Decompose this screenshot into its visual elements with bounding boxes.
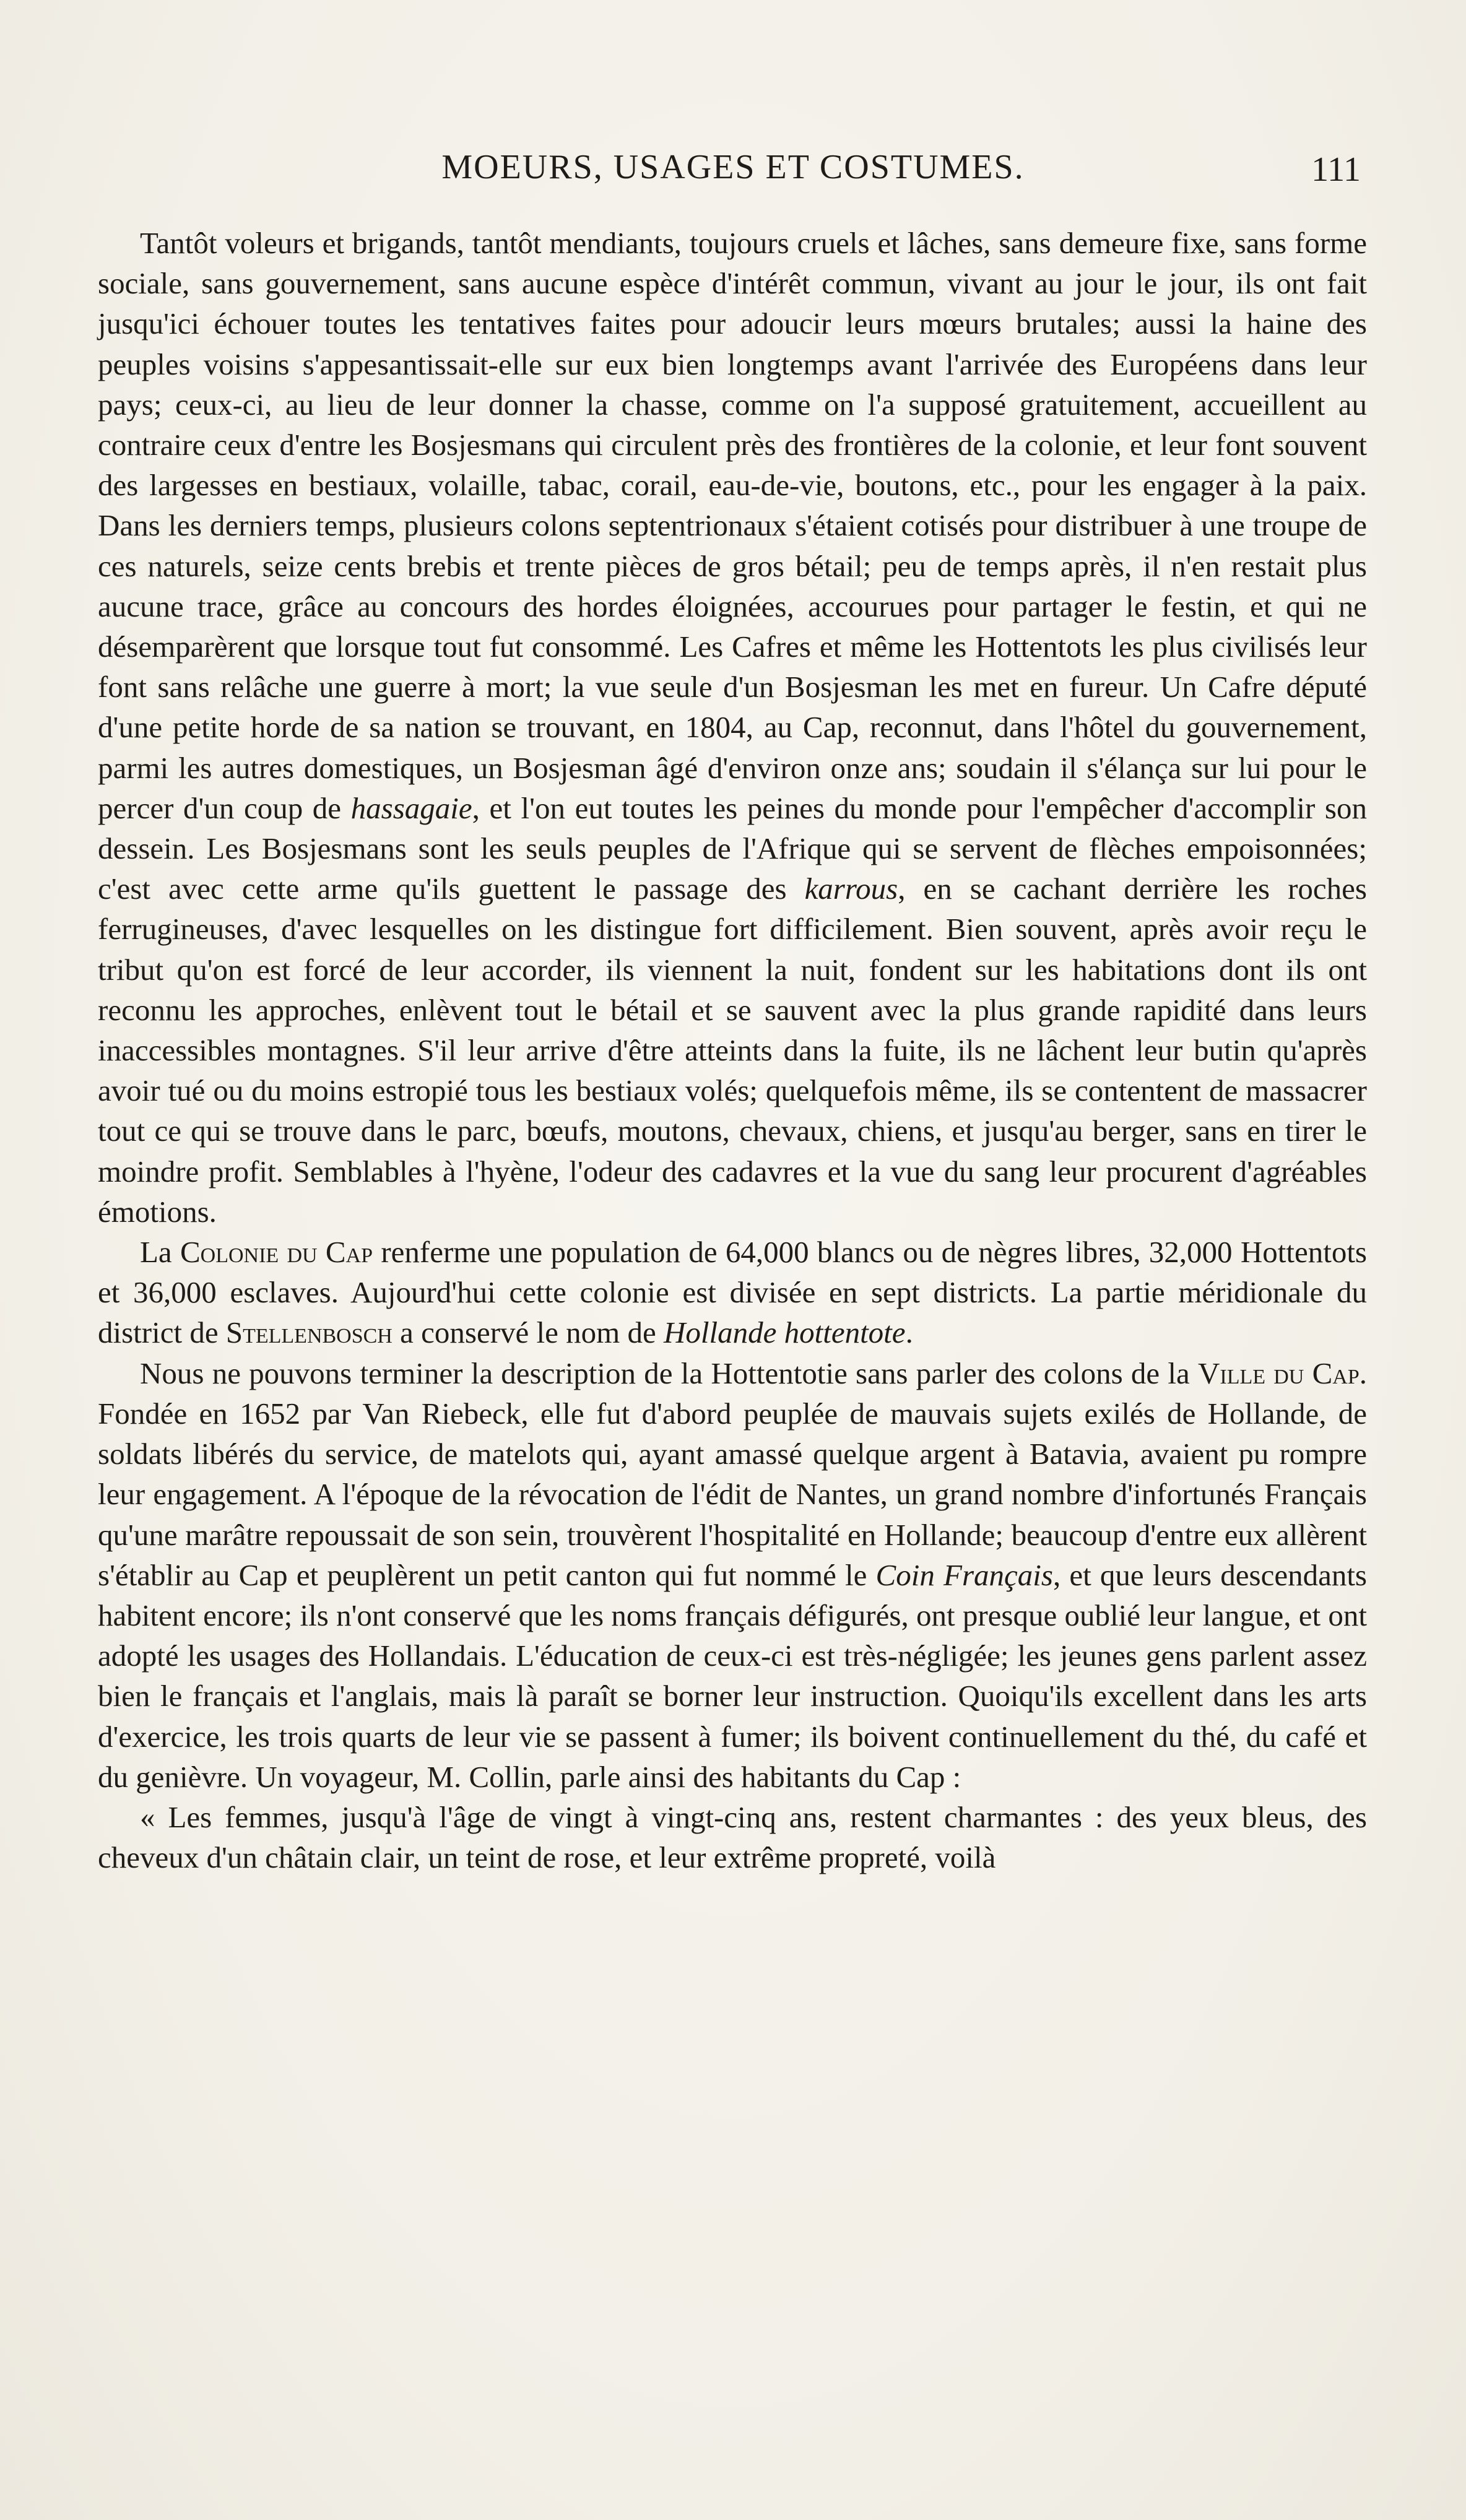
text-body [98, 223, 1367, 1877]
italic-term: Coin Français [875, 1557, 1053, 1592]
small-caps-term: Stellenbosch [225, 1315, 393, 1350]
paragraph [98, 1797, 1367, 1877]
paragraph [98, 1353, 1367, 1797]
text-run: , et l'on eut toutes les peines du monde pour l'empêcher d'accomplir son dessein. Les Bosjesmans sont les seuls peuples de l'Afrique qui se servent de flèches empoisonnées; c'est avec cette arme qu'ils guettent le passage des [98, 790, 1367, 906]
italic-term: karrous [804, 872, 898, 906]
small-caps-term: Ville du Cap [1198, 1356, 1360, 1390]
text-run: Tantôt voleurs et brigands, tantôt mendiants, toujours cruels et lâches, sans demeure fixe, sans forme sociale, sans gouvernement, sans aucune espèce d'intérêt commun, vivant au jour le jour, ils ont fait jusqu'ici échouer toutes les tentatives faites pour adoucir leurs mœurs brutales; aussi la haine des peuples voisins s'appesantissait-elle sur eux bien longtemps avant l'arrivée des Européens dans leur pays; ceux-ci, au lieu de leur donner la chasse, comme on l'a supposé gratuitement, accueillent au contraire ceux d'entre les Bosjesmans qui circulent près des frontières de la colonie, et leur font souvent des largesses en bestiaux, volaille, tabac, corail, eau-de-vie, boutons, etc., pour les engager à la paix. Dans les derniers temps, plusieurs colons septentrionaux s'étaient cotisés pour distribuer à une troupe de ces naturels, seize cents brebis et trente pièces de gros bétail; peu de temps après, il n'en restait plus aucune trace, grâce au concours des hordes éloignées, accourues pour partager le festin, et qui ne désemparèrent que lorsque tout fut consommé. Les Cafres et même les Hottentots les plus civilisés leur font sans relâche une guerre à mort; la vue seule d'un Bosjesman les met en fureur. Un Cafre député d'une petite horde de sa nation se trouvant, en 1804, au Cap, reconnut, dans l'hôtel du gouvernement, parmi les autres domestiques, un Bosjesman âgé d'environ onze ans; soudain il s'élança sur lui pour le percer d'un coup de [98, 226, 1367, 825]
running-head [0, 147, 1466, 197]
paragraph [98, 223, 1367, 1232]
text-run: renferme une population de 64,000 blancs ou de nègres libres, 32,000 Hottentots et 36,000 esclaves. Aujourd'hui cette colonie est divisée en sept districts. La partie méridionale du district de [98, 1235, 1367, 1350]
italic-term: hassagaie [350, 790, 472, 825]
text-run: La [140, 1235, 180, 1270]
text-run: , et que leurs descendants habitent encore; ils n'ont conservé que les noms français défigurés, ont presque oublié leur langue, et ont adopté les usages des Hollandais. L'éducation de ceux-ci est très-négligée; les jeunes gens parlent assez bien le français et l'anglais, mais là paraît se borner leur instruction. Quoiqu'ils excellent dans les arts d'exercice, les trois quarts de leur vie se passent à fumer; ils boivent continuellement du thé, du café et du genièvre. Un voyageur, M. Collin, parle ainsi des habitants du Cap : [98, 1557, 1367, 1794]
page-number: 111 [1311, 150, 1361, 189]
running-title: MOEURS, USAGES ET COSTUMES. [441, 148, 1025, 186]
paragraph [98, 1232, 1367, 1353]
text-run: . Fondée en 1652 par Van Riebeck, elle fut d'abord peuplée de mauvais sujets exilés de Hollande, de soldats libérés du service, de matelots qui, ayant amassé quelque argent à Batavia, avaient pu rompre leur engagement. A l'époque de la révocation de l'édit de Nantes, un grand nombre d'infortunés Français qu'une marâtre repoussait de son sein, trouvèrent l'hospitalité en Hollande; beaucoup d'entre eux allèrent s'établir au Cap et peuplèrent un petit canton qui fut nommé le [98, 1356, 1367, 1592]
italic-term: Hollande hottentote [663, 1315, 906, 1350]
text-run: « Les femmes, jusqu'à l'âge de vingt à vingt-cinq ans, restent charmantes : des yeux bleus, des cheveux d'un châtain clair, un teint de rose, et leur extrême propreté, voilà [98, 1799, 1367, 1875]
text-run: , en se cachant derrière les roches ferrugineuses, d'avec lesquelles on les distingue fort difficilement. Bien souvent, après avoir reçu le tribut qu'on est forcé de leur accorder, ils viennent la nuit, fondent sur les habitations dont ils ont reconnu les approches, enlèvent tout le bétail et se sauvent avec la plus grande rapidité dans leurs inaccessibles montagnes. S'il leur arrive d'être atteints dans la fuite, ils ne lâchent leur butin qu'après avoir tué ou du moins estropié tous les bestiaux volés; quelquefois même, ils se contentent de massacrer tout ce qui se trouve dans le parc, bœufs, moutons, chevaux, chiens, et jusqu'au berger, sans en tirer le moindre profit. Semblables à l'hyène, l'odeur des cadavres et la vue du sang leur procurent d'agréables émotions. [98, 872, 1367, 1229]
text-run: a conservé le nom de [392, 1315, 664, 1350]
text-run: Nous ne pouvons terminer la description de la Hottentotie sans parler des colons de la [140, 1356, 1198, 1390]
small-caps-term: Colonie du Cap [180, 1235, 373, 1270]
text-run: . [905, 1315, 913, 1350]
